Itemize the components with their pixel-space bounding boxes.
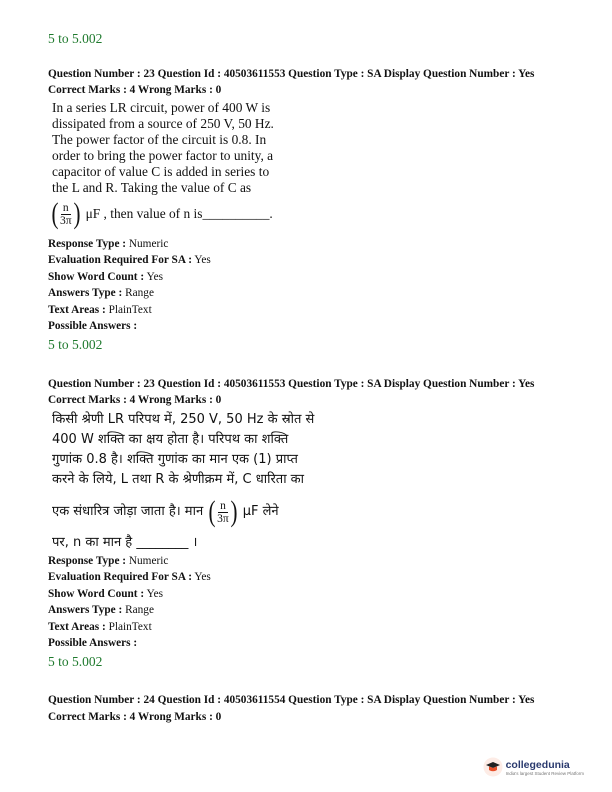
fraction xyxy=(217,500,229,525)
evaluation-required: Evaluation Required For SA : Yes xyxy=(48,571,211,583)
question-line: capacitor of value C is added in series to xyxy=(52,164,270,179)
marks-line: Correct Marks : 4 Wrong Marks : 0 xyxy=(48,711,222,723)
question-text-hindi xyxy=(52,412,314,492)
question-line: किसी श्रेणी LR परिपथ में, 250 V, 50 Hz के स्रोत से xyxy=(52,412,315,427)
question-line: एक संधारित्र जोड़ा जाता है। मान xyxy=(52,504,204,519)
question-line: 400 W शक्ति का क्षय होता है। परिपथ का शक्ति xyxy=(52,432,289,447)
fraction-tail: μF , then value of n is__________. xyxy=(85,206,273,221)
fraction-tail: μF लेने xyxy=(242,504,279,519)
marks-line: Correct Marks : 4 Wrong Marks : 0 xyxy=(48,84,222,96)
question-line: In a series LR circuit, power of 400 W is xyxy=(52,100,271,115)
question-line: dissipated from a source of 250 V, 50 Hz. xyxy=(52,116,274,131)
question-line: order to bring the power factor to unity, a xyxy=(52,148,274,163)
possible-answer-value: 5 to 5.002 xyxy=(48,654,103,669)
possible-answer-value: 5 to 5.002 xyxy=(48,337,103,352)
fraction-line: ( $\frac{n}{3\pi}$ ) μF , then value of n is__________. xyxy=(51,197,273,230)
show-word-count: Show Word Count : Yes xyxy=(48,588,164,600)
answers-type: Answers Type : Range xyxy=(48,604,154,616)
question-line: पर, n का मान है ________ । xyxy=(52,535,198,550)
fraction-line: एक संधारित्र जोड़ा जाता है। मान ( $\frac{n}{3\pi}$ ) μF लेने xyxy=(52,495,279,528)
possible-answers-label: Possible Answers : xyxy=(48,637,138,649)
fraction-denominator: 3π xyxy=(217,512,229,525)
answers-type: Answers Type : Range xyxy=(48,287,154,299)
question-line: गुणांक 0.8 है। शक्ति गुणांक का मान एक (1) प्राप्त xyxy=(52,452,298,467)
collegedunia-logo xyxy=(483,757,584,777)
question-line: करने के लिये, L तथा R के श्रेणीक्रम में, C धारिता का xyxy=(52,472,305,487)
fraction-denominator: 3π xyxy=(60,214,72,227)
question-line: The power factor of the circuit is 0.8. In xyxy=(52,132,267,147)
logo-name: collegedunia xyxy=(505,758,570,771)
marks-line: Correct Marks : 4 Wrong Marks : 0 xyxy=(48,394,222,406)
question-header: Question Number : 24 Question Id : 40503611554 Question Type : SA Display Question Number : Yes xyxy=(48,694,535,706)
question-header: Question Number : 23 Question Id : 40503611553 Question Type : SA Display Question Number : Yes xyxy=(48,378,535,390)
fraction xyxy=(60,202,72,227)
fraction-numerator: n xyxy=(220,499,226,512)
logo-tagline: India's largest Student Review Platform xyxy=(505,770,584,776)
question-header: Question Number : 23 Question Id : 40503611553 Question Type : SA Display Question Number : Yes xyxy=(48,68,535,80)
response-type: Response Type : Numeric xyxy=(48,238,169,250)
response-type: Response Type : Numeric xyxy=(48,555,169,567)
graduation-cap-icon xyxy=(483,757,503,777)
text-areas: Text Areas : PlainText xyxy=(48,304,152,316)
evaluation-required: Evaluation Required For SA : Yes xyxy=(48,254,211,266)
show-word-count: Show Word Count : Yes xyxy=(48,271,164,283)
top-possible-answer: 5 to 5.002 xyxy=(48,31,103,46)
possible-answers-label: Possible Answers : xyxy=(48,320,138,332)
fraction-numerator: n xyxy=(62,201,69,214)
text-areas: Text Areas : PlainText xyxy=(48,621,152,633)
question-line: the L and R. Taking the value of C as xyxy=(52,180,252,195)
question-text-english xyxy=(52,100,274,196)
